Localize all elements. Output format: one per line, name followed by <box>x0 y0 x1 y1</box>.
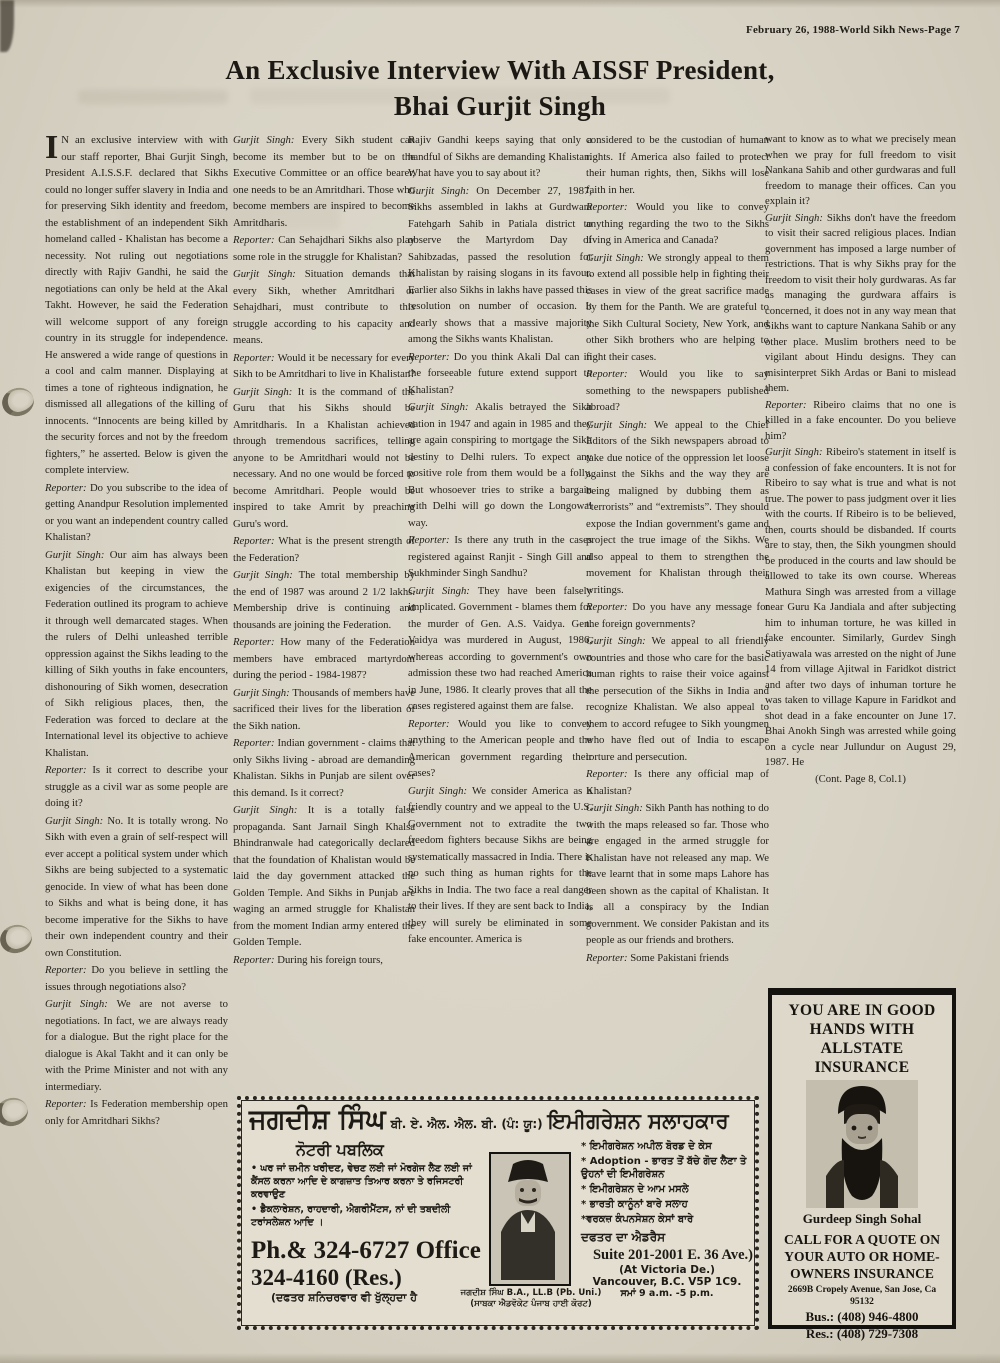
speaker-label: Gurjit Singh: <box>233 569 299 581</box>
article-column-3 <box>408 132 592 1080</box>
article-column-4 <box>586 132 769 1080</box>
allstate-headline-line4: INSURANCE <box>814 1059 910 1076</box>
punjabi-ad-address-line1: Suite 201-2001 E. 36 Ave.) <box>592 1247 753 1263</box>
speaker-label: Gurjit Singh: <box>233 804 308 816</box>
article-paragraph: Gurjit Singh: Ribeiro's statement in itself is a confession of fake encounters. It is not for Ribeiro to say what is true and what is not true. The power to pass judgment over it lies with the courts. If Ribeiro is to be believed, then, courts should be disbanded. If courts are to stay, then, the Sikh youngmen should be produced in the courts and law should be allowed to take its own course. Whereas Mathura Singh was arrested from a village near Guru Ka Jandiala and after subjecting him to inhuman torture, he was killed in fake encounter. Similarly, Gurdev Singh Satiyawala was arrested on the night of June 14 from village Ajitwal in Faridkot district and after two days of inhuman torture he was taken to village Kapure in Faridkot and shot dead in a fake encounter on June 17. Bhai Anokh Singh was arrested while going on a cycle near Jullundur on August 29, 1987. He <box>765 446 956 768</box>
speaker-label: Gurjit Singh: <box>586 251 648 264</box>
punjabi-ad-address-line3: Vancouver, B.C. V5P 1C9. <box>592 1276 742 1288</box>
speaker-label: Reporter: <box>233 351 278 364</box>
allstate-address-line1: 2669B Cropely Avenue, San Jose, Ca <box>787 1285 937 1295</box>
article-paragraph: Reporter: How many of the Federation members have embraced martyrdom during the period - 1984-1987? <box>233 636 415 681</box>
speaker-label: Reporter: <box>233 234 279 246</box>
speaker-label: Gurjit Singh: <box>233 268 305 280</box>
speaker-label: Reporter: <box>45 964 92 976</box>
speaker-label: Gurjit Singh: <box>45 548 110 561</box>
article-paragraph: Reporter: Can Sehajdhari Sikhs also play some role in the struggle for Khalistan? <box>233 234 415 263</box>
scan-top-shadow <box>0 0 1000 8</box>
speaker-label: Gurjit Singh: <box>233 385 298 398</box>
punjabi-ad-res-phone: 324-4160 (Res.) <box>251 1265 402 1290</box>
agent-portrait-illustration <box>806 1080 918 1208</box>
punjabi-ad-header <box>249 1104 747 1136</box>
allstate-address-line2: 95132 <box>850 1297 874 1307</box>
allstate-call-line3: OWNERS INSURANCE <box>790 1266 934 1281</box>
ad-bullet: • ਡੈਕਲਾਰੇਸ਼ਨ, ਰਾਹਦਾਰੀ, ਐਗਰੀਮੈਂਟਸ, ਨਾਂ ਦੀ ਤਬਦੀਲੀ ਟਰਾਂਸਲੇਸ਼ਨ ਆਦਿ । <box>251 1204 451 1228</box>
speaker-label: Reporter: <box>586 201 636 213</box>
allstate-headline-line1: YOU ARE IN GOOD <box>788 1002 936 1019</box>
article-column-1 <box>45 129 228 1127</box>
speaker-label: Reporter: <box>408 534 455 546</box>
speaker-label: Reporter: <box>586 951 631 964</box>
punjabi-ad-address-heading: ਦਫਤਰ ਦਾ ਐਡਰੈਸ <box>581 1230 666 1244</box>
ad-bullet: * ਇਮੀਗਰੇਸ਼ਨ ਦੇ ਆਮ ਮਸਲੇ <box>581 1184 689 1195</box>
article-paragraph: Gurjit Singh: The total membership by the end of 1987 was around 2 1/2 lakhs. Membership drive is continuing and thousands are joining the Federation. <box>233 569 415 631</box>
article-paragraph: Gurjit Singh: Akalis betrayed the Sikh nation in 1947 and again in 1985 and they are again conspiring to mortgage the Sikh destiny to Delhi rulers. To expect any positive role from them would be a folly. But whosoever tries to strike a bargain with Delhi will go down the Longowal way. <box>408 401 592 529</box>
article-paragraph: Gurjit Singh: On December 27, 1987, Sikhs assembled in lakhs at Gurdwara Fatehgarh Sahib in Patiala district to observe the Martyrdom Day of Sahibzadas, passed the resolution for Khalistan by raising slogans in its favour. Earlier also Sikhs in lakhs have passed this resolution on number of occasion. It clearly shows that a massive majority among the Sikhs wants Khalistan. <box>408 184 592 345</box>
punjabi-notary-ad <box>237 1096 759 1330</box>
agent-name: Gurdeep Singh Sohal <box>802 1211 922 1226</box>
allstate-call-line1: CALL FOR A QUOTE ON <box>783 1232 941 1247</box>
speaker-label: Reporter: <box>586 768 635 780</box>
allstate-residence-phone: Res.: (408) 729-7308 <box>805 1326 919 1341</box>
article-paragraph: Reporter: Is there any official map of Khalistan? <box>586 768 769 797</box>
hole-punch-mark <box>0 921 35 956</box>
allstate-call-line2: YOUR AUTO OR HOME- <box>784 1249 940 1264</box>
ad-bullet: • ਘਰ ਜਾਂ ਜ਼ਮੀਨ ਖਰੀਦਣ, ਵੇਚਣ ਲਈ ਜਾਂ ਮੋਰਗੇਜ ਲੈਣ ਲਈ ਜਾਂ ਕੈਂਸਲ ਕਰਨਾ ਆਦਿ ਦੇ ਕਾਗਜ਼ਾਤ ਤਿਆਰ ਕਰਨਾ ਤੇ ਰਜਿਸਟਰੀ ਕਰਵਾਉਣ <box>251 1163 472 1200</box>
speaker-label: Gurjit Singh: <box>586 802 646 814</box>
article-paragraph: Reporter: Would you like to convey anything to the American people and the American government regarding their cases? <box>408 717 592 779</box>
agent-portrait-photo <box>806 1080 918 1208</box>
article-paragraph: Reporter: During his foreign tours, <box>233 953 383 966</box>
ad-bullet: * Adoption - ਭਾਰਤ ਤੋਂ ਬੱਚੇ ਗੋਦ ਲੈਣਾ ਤੇ ਉਹਨਾਂ ਦੀ ਇਮੀਗਰੇਸ਼ਨ <box>581 1156 747 1180</box>
article-paragraph: Gurjit Singh: It is the command of the Guru that his Sikhs should be Amritdharis. In a Khalistan achieved through tremendous sacrifices, telling anyone to be Amritdhari would not be necessary. And no one would be forced to become Amritdhari. People would be inspired to take Amrit by preaching Guru's word. <box>233 385 415 530</box>
punjabi-ad-address-line2: (At Victoria De.) <box>619 1264 715 1276</box>
speaker-label: Gurjit Singh: <box>408 784 473 797</box>
speaker-label: Gurjit Singh: <box>233 134 302 146</box>
article-paragraph: Reporter: Is Federation membership open only for Amritdhari Sikhs? <box>45 1098 228 1127</box>
speaker-label: Reporter: <box>233 636 281 648</box>
speaker-label: Gurjit Singh: <box>233 686 293 699</box>
punjabi-ad-left-bullets <box>251 1162 481 1229</box>
article-paragraph: Gurjit Singh: They have been falsely implicated. Government - blames them for the murder of Gen. A.S. Vaidya. Gen. Vaidya was murdered in August, 1986, whereas according to government's own admission these two had reached America in June, 1986. It clearly proves that all the cases registered against them are false. <box>408 584 592 712</box>
allstate-address <box>772 1284 952 1308</box>
speaker-label: Gurjit Singh: <box>586 635 652 647</box>
article-paragraph: Reporter: Would you like to say something to the newspapers published abroad? <box>586 368 769 413</box>
article-paragraph: Reporter: Would you like to convey anything regarding the two to the Sikhs living in America and Canada? <box>586 201 769 246</box>
speaker-label: Gurjit Singh: <box>45 814 108 827</box>
speaker-label: Reporter: <box>45 764 93 776</box>
hole-punch-mark <box>0 1094 31 1129</box>
punjabi-ad-immigration-title: ਇਮੀਗਰੇਸ਼ਨ ਸਲਾਹਕਾਰ <box>547 1109 729 1133</box>
article-paragraph: Reporter: Indian government - claims that only Sikhs living - abroad are demanding Khalistan. Sikhs in Punjab are silent over this demand. Is it correct? <box>233 737 415 799</box>
speaker-label: Gurjit Singh: <box>408 401 476 413</box>
speaker-label: Reporter: <box>408 717 459 730</box>
punjabi-ad-right-bullets <box>581 1140 753 1226</box>
article-paragraph: Gurjit Singh: Every Sikh student can become its member but to be on the Executive Committee or an office bearer, one needs to be an Amritdhari. Those who become members are inspired to become Amritdharis. <box>233 134 415 229</box>
article-paragraph: considered to be the custodian of human rights. If America also failed to protect their human rights, then, Sikhs will lose faith in her. <box>586 134 769 196</box>
article-paragraph: Gurjit Singh: Sikhs don't have the freedom to visit their sacred religious places. Indian government has imposed a large number of restrictions. That is why Sikhs pray for the freedom to visit their holy gurdwaras. As far as managing the gurdwara affairs is concerned, it does not in any way mean that Sikhs want to capture Nankana Sahib or any other place. Muslim brothers need to be vigilant about Hindu designs. They can misinterpret Sikh Ardas or Bani to mislead them. <box>765 211 956 394</box>
article-paragraph: Gurjit Singh: Situation demands that every Sikh, whether Amritdhari or Sehajdhari, must contribute to this struggle according to his capacity and means. <box>233 268 415 346</box>
advertiser-portrait-photo <box>489 1152 571 1286</box>
article-title-line2: Bhai Gurjit Singh <box>393 91 607 121</box>
article-title-line1: An Exclusive Interview With AISSF President, <box>225 55 775 85</box>
allstate-phones <box>772 1308 952 1342</box>
article-paragraph: Gurjit Singh: Thousands of members have sacrificed their lives for the liberation of the Sikh nation. <box>233 686 415 732</box>
speaker-label: Gurjit Singh: <box>45 998 117 1010</box>
speaker-label: Gurjit Singh: <box>765 211 827 224</box>
speaker-label: Reporter: <box>586 368 640 380</box>
article-paragraph: Reporter: Do you have any message for the foreign governments? <box>586 601 769 630</box>
page-dateline: February 26, 1988-World Sikh News-Page 7 <box>746 24 960 36</box>
article-paragraph: I N an exclusive interview with with our staff reporter, Bhai Gurjit Singh, President A.I.S.S.F. declared that Sikhs could no longer suffer slavery in India and for preserving Sikh identity and freedom, the establishment of an independent Sikh homeland called - Khalistan has become a necessity. Not ruling out negotiations directly with Rajiv Gandhi, he said the negotiations can only be held at the Akal Takht. However, he said the Federation will welcome support of any foreign country in its struggle for independence. He answered a wide range of questions in a cool and calm manner. Displaying at times a tone of righteous indignation, he dismissed all allegations of the killing of innocents. “Innocents are being killed by the security forces and not by the freedom fighters,” he asserted. Below is given the complete interview. <box>45 129 228 476</box>
article-title <box>60 52 940 124</box>
allstate-insurance-ad <box>768 988 956 1341</box>
article-paragraph: Gurjit Singh: We appeal to the Chief Editors of the Sikh newspapers abroad to take due notice of the oppression let loose against the Sikhs and the way they are being maligned by dubbing them as “terrorists” and “extremists”. They should expose the Indian government's game and project the true image of the Sikhs. We also appeal to them to strengthen the movement for Khalistan through their writings. <box>586 418 769 596</box>
allstate-ad-headline <box>772 1001 952 1077</box>
article-paragraph: Reporter: Ribeiro claims that no one is killed in a fake encounter. Do you believe him? <box>765 398 956 442</box>
portrait-caption-line1: ਜਗਦੀਸ਼ ਸਿੰਘ B.A., LL.B (Pb. Uni.) <box>460 1288 602 1298</box>
article-paragraph: Gurjit Singh: No. It is totally wrong. No Sikh with even a grain of self-respect will ever accept a political system under which Sikhs are being subjected to a systematic genocide. In view of what has been done to Sikhs and what is being done, it has become imperative for the Sikhs to have their own independent country and their own Constitution. <box>45 814 228 959</box>
article-paragraph: Reporter: Is it correct to describe your struggle as a civil war as some people are doing it? <box>45 764 228 809</box>
article-paragraph: Reporter: Do you subscribe to the idea of getting Anandpur Resolution implemented or you want an independent country called Khalistan? <box>45 481 228 543</box>
punjabi-ad-degrees: ਬੀ. ਏ. ਐਲ. ਐਲ. ਬੀ. (ਪੰ: ਯੂ:) <box>390 1117 543 1131</box>
punjabi-ad-right-block <box>581 1138 753 1299</box>
article-column-5 <box>765 132 956 972</box>
punjabi-ad-office-phone: Ph.& 324-6727 Office <box>251 1237 481 1264</box>
speaker-label: Gurjit Singh: <box>765 446 827 458</box>
allstate-business-phone: Bus.: (408) 946-4800 <box>805 1309 919 1324</box>
speaker-label: Gurjit Singh: <box>408 584 478 597</box>
allstate-headline-line3: ALLSTATE <box>820 1040 904 1057</box>
punjabi-ad-name: ਜਗਦੀਸ਼ ਸਿੰਘ <box>249 1104 386 1135</box>
scan-bottom-shadow <box>0 1353 1000 1363</box>
speaker-label: Reporter: <box>233 953 278 966</box>
punjabi-ad-notary-title: ਨੋਟਰੀ ਪਬਲਿਕ <box>296 1140 384 1159</box>
article-paragraph: Gurjit Singh: We strongly appeal to them to extend all possible help in fighting their cases in view of the great sacrifice made by them for the Panth. We are grateful to the Sikh Cultural Society, New York, and other Sikh brothers who are helping to fight their cases. <box>586 251 769 363</box>
speaker-label: Reporter: <box>45 481 90 494</box>
article-paragraph: Reporter: Would it be necessary for every Sikh to be Amritdhari to live in Khalistan? <box>233 351 415 380</box>
speaker-label: Gurjit Singh: <box>408 184 477 197</box>
article-paragraph: Gurjit Singh: It is a totally false propaganda. Sant Jarnail Singh Khalsa Bhindranwale had categorically declared that the foundation of Khalistan would be laid the day government attacked the Golden Temple. And Sikhs in Punjab are waging an armed struggle for Khalistan from the moment Indian army entered the Golden Temple. <box>233 804 415 948</box>
ad-bullet: *ਵਰਕਜ਼ ਕੰਪਨਸੇਸ਼ਨ ਕੇਸਾਂ ਬਾਰੇ <box>581 1214 694 1225</box>
article-paragraph: Gurjit Singh: We appeal to all friendly countries and those who care for the basic human rights to raise their voice against the persecution of the Sikhs in India and recognize Khalistan. We also appeal to them to accord refugee to Sikh youngmen who have fled out of India to escape torture and persecution. <box>586 635 769 763</box>
allstate-call-text <box>772 1231 952 1282</box>
article-paragraph: (Cont. Page 8, Col.1) <box>815 772 906 785</box>
article-paragraph: Gurjit Singh: We are not averse to negotiations. In fact, we are always ready for a dialogue. But the right place for the dialogue is Akal Takht and it can only be with the Prime Minister and not with any intermediary. <box>45 998 228 1093</box>
speaker-label: Reporter: <box>233 737 278 749</box>
article-paragraph: want to know as to what we precisely mean when we pray for full freedom to visit Nankana Sahib and other gurdwaras and full freedom to manage their offices. Can you explain it? <box>765 133 956 207</box>
scan-corner-smudge <box>0 0 14 52</box>
speaker-label: Reporter: <box>45 1098 91 1110</box>
speaker-label: Reporter: <box>765 398 814 411</box>
ad-bullet: * ਇਮੀਗਰੇਸ਼ਨ ਅਪੀਲ ਬੋਰਡ ਦੇ ਕੇਸ <box>581 1141 712 1152</box>
article-paragraph: Reporter: Some Pakistani friends <box>586 951 729 964</box>
punjabi-ad-saturday-note: (ਦਫਤਰ ਸ਼ਨਿਚਰਵਾਰ ਵੀ ਖੁੱਲ੍ਹਦਾ ਹੈ <box>271 1291 418 1304</box>
article-column-2 <box>233 132 415 1084</box>
ad-bullet: * ਭਾਰਤੀ ਕਾਨੂੰਨਾਂ ਬਾਰੇ ਸਲਾਹ <box>581 1199 688 1210</box>
speaker-label: Gurjit Singh: <box>586 418 655 431</box>
allstate-headline-line2: HANDS WITH <box>809 1021 915 1038</box>
speaker-label: Reporter: <box>233 535 279 547</box>
punjabi-ad-hours: ਸਮਾਂ 9 a.m. -5 p.m. <box>620 1288 714 1299</box>
article-paragraph: Reporter: What is the present strength of the Federation? <box>233 535 415 564</box>
punjabi-ad-left-block <box>251 1140 481 1305</box>
article-paragraph: Gurjit Singh: We consider America as a friendly country and we appeal to the U.S. Government not to extradite the two freedom fighters because Sikhs are being systematically massacred in India. There is no such thing as human rights for the Sikhs in India. The two face a real danger to their lives. If they are sent back to India, they will surely be eliminated in some fake encounter. America is <box>408 784 592 945</box>
drop-cap: I <box>45 129 59 166</box>
portrait-caption-line2: (ਸਾਬਕਾ ਐਡਵੋਕੇਟ ਪੰਜਾਬ ਹਾਈ ਕੋਰਟ) <box>470 1299 592 1309</box>
article-paragraph: Gurjit Singh: Sikh Panth has nothing to do with the maps released so far. Those who are engaged in the armed struggle for Khalistan have not released any map. We have learnt that in some maps Lahore has been shown as the capital of Khalistan. It is all a conspiracy by the Indian government. We consider Pakistan and its people as our friends and brothers. <box>586 802 769 946</box>
speaker-label: Reporter: <box>586 601 633 613</box>
article-paragraph: Reporter: Is there any truth in the cases registered against Ranjit - Singh Gill and Sukhminder Singh Sandhu? <box>408 534 592 579</box>
article-paragraph: Reporter: Do you think Akali Dal can in the forseeable future extend support to Khalistan? <box>408 350 592 396</box>
speaker-label: Reporter: <box>408 350 454 363</box>
article-paragraph: Gurjit Singh: Our aim has always been Khalistan but keeping in view the exigencies of the circumstances, the Federation outlined its program to achieve it through well demarcated stages. When the rulers of Delhi unleashed terrible oppression against the Sikhs leading to the killing of Sikh youths in fake encounters, dishonouring of Sikh women, desecration of Sikh religious places, then, the Federation was forced to declare at the International level its objective to achieve Khalistan. <box>45 548 228 759</box>
article-paragraph: Reporter: Do you believe in settling the issues through negotiations also? <box>45 964 228 993</box>
hole-punch-mark <box>0 384 37 419</box>
portrait-illustration <box>491 1154 565 1280</box>
article-paragraph: Rajiv Gandhi keeps saying that only a handful of Sikhs are demanding Khalistan. What have you to say about it? <box>408 134 592 179</box>
